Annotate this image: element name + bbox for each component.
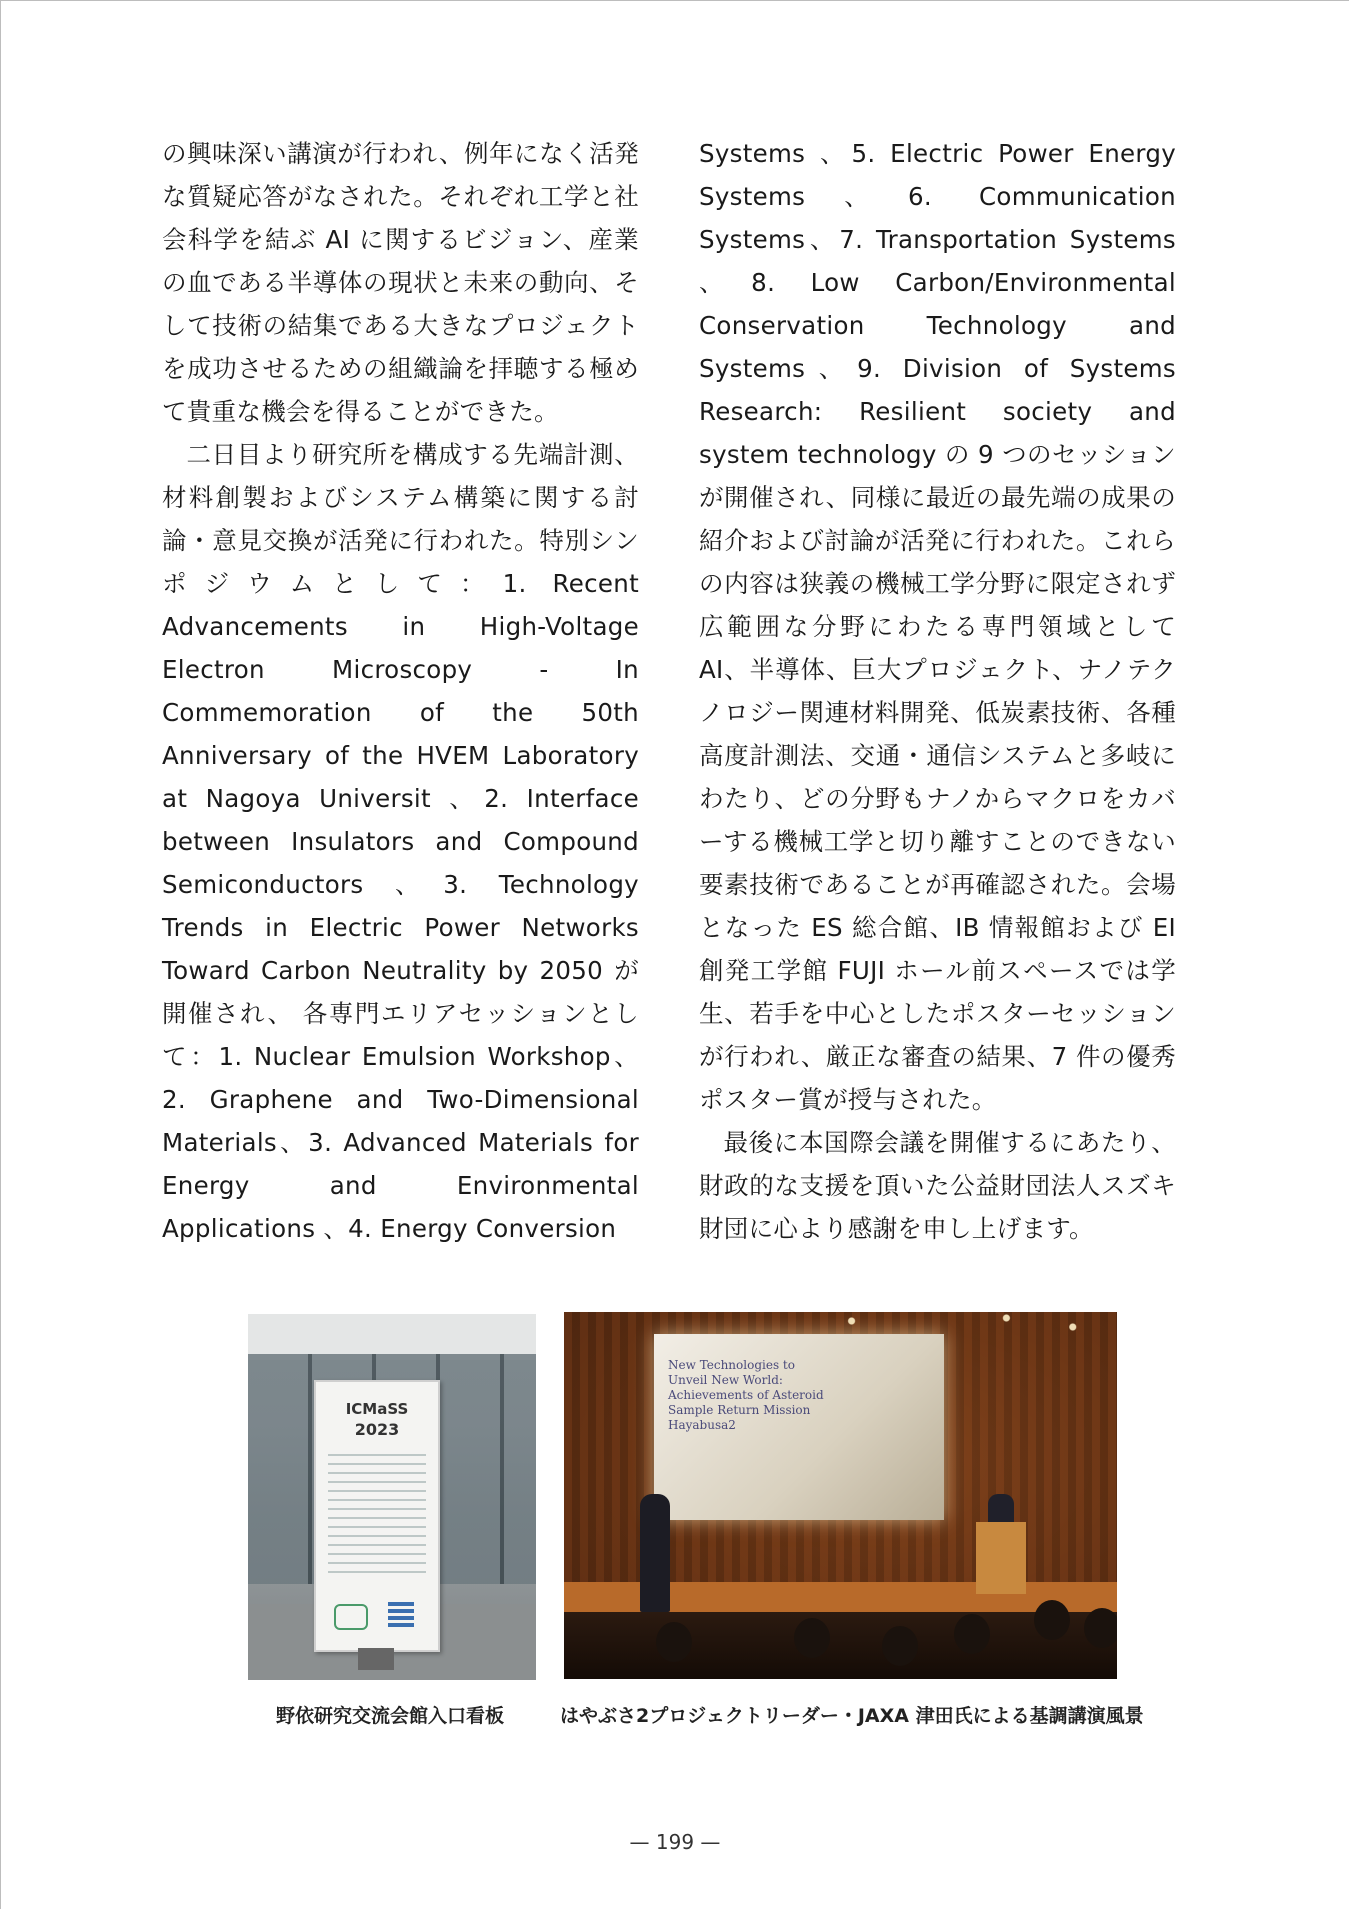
photo-caption-right: はやぶさ2プロジェクトリーダー・JAXA 津田氏による基調講演風景 [560,1705,1144,1727]
speaker-figure [640,1494,670,1612]
photo-venue-sign [248,1314,536,1680]
paragraph: Systems 、5. Electric Power Energy Systems、6. Communication Systems、7. Transportation Systems 、8. Low Carbon/Environmental Conservation Technology and Systems、9. Division of Systems Research: Resilient society and system technology の 9 つのセッションが開催され、同様に最近の最先端の成果の紹介および討論が活発に行われた。これらの内容は狭義の機械工学分野に限定されず広範囲な分野にわたる専門領域として AI、半導体、巨大プロジェクト、ナノテクノロジー関連材料開発、低炭素技術、各種高度計測法、交通・通信システムと多岐にわたり、どの分野もナノからマクロをカバーする機械工学と切り離すことのできない要素技術であることが再確認された。会場となった ES 総合館、IB 情報館および EI 創発工学館 FUJI ホール前スペースでは学生、若手を中心としたポスターセッションが行われ、厳正な審査の結果、7 件の優秀ポスター賞が授与された。 [699,139,1176,1114]
sign-board [314,1380,440,1652]
photo-keynote-lecture [564,1312,1117,1679]
logo-icon [334,1604,368,1630]
paragraph: の興味深い講演が行われ、例年になく活発な質疑応答がなされた。それぞれ工学と社会科学を結ぶ AI に関するビジョン、産業の血である半導体の現状と未来の動向、そして技術の結集である大きなプロジェクトを成功させるための組織論を拝聴する極めて貴重な機会を得ることができた。 [162,139,639,426]
projection-screen [654,1334,944,1520]
text-column-left [162,132,639,1250]
page-number: — 199 — [629,1830,721,1854]
logo-icon [388,1602,414,1628]
podium [976,1522,1026,1594]
sign-year: 2023 [354,1420,400,1439]
photo-caption-left: 野依研究交流会館入口看板 [276,1705,505,1727]
screen-text: New Technologies to Unveil New World: Achievements of Asteroid Sample Return Mission Hayabusa2 [668,1358,824,1432]
text-column-right [699,132,1176,1250]
sign-title: ICMaSS [345,1400,409,1418]
paragraph: 最後に本国際会議を開催するにあたり、財政的な支援を頂いた公益財団法人スズキ財団に心より感謝を申し上げます。 [699,1128,1176,1243]
audience [564,1612,1117,1679]
paragraph: 二日目より研究所を構成する先端計測、材料創製およびシステム構築に関する討論・意見交換が活発に行われた。特別シンポジウムとして：1. Recent Advancements in High-Voltage Electron Microscopy - In Commemoration of the 50th Anniversary of the HVEM Laboratory at Nagoya Universit 、2. Interface between Insulators and Compound Semiconductors 、3. Technology Trends in Electric Power Networks Toward Carbon Neutrality by 2050 が開催され、 各専門エリアセッションとして：1. Nuclear Emulsion Workshop、2. Graphene and Two-Dimensional Materials、3. Advanced Materials for Energy and Environmental Applications 、4. Energy Conversion [162,440,639,1243]
